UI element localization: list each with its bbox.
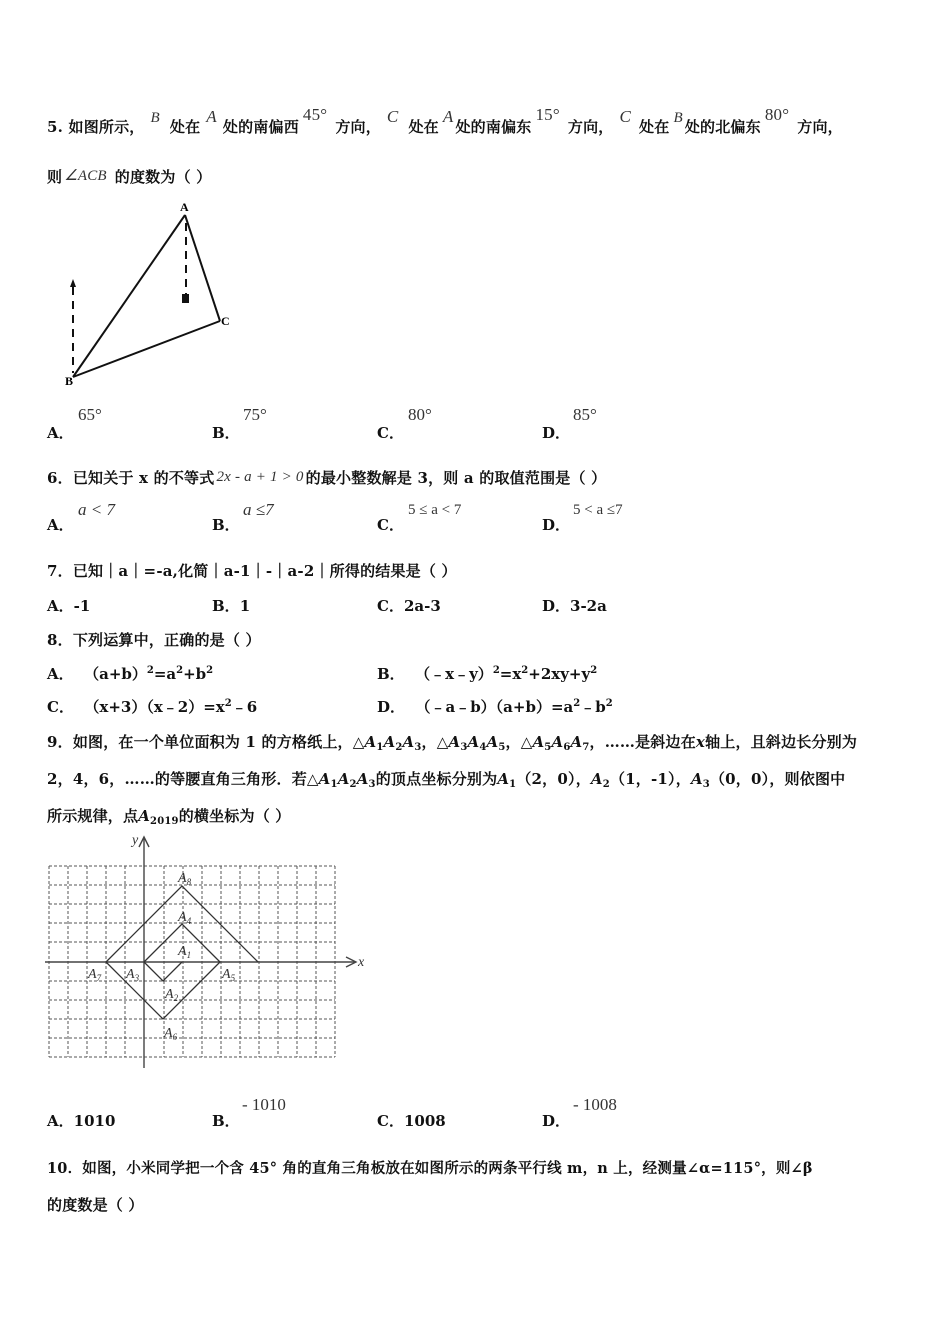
option-label: D． [542,424,571,442]
q8-stem: 8．下列运算中，正确的是（ ） [47,631,261,649]
option-value: 2a-3 [403,597,441,615]
q9-label-a7: $A_7$ [88,967,102,983]
option-label: D． [542,1112,571,1130]
q5-option-d[interactable] [542,422,570,443]
q7-option-b[interactable] [212,595,250,616]
q5-option-a-value: 65° [78,405,102,424]
option-label: A． [47,516,74,534]
q9-line2 [47,768,845,790]
q5-option-c-value: 80° [408,405,432,424]
q5-text: 处的南偏西 [222,118,299,136]
q9-text: 2，4，6，……的等腰直角三角形．若 [47,770,307,788]
q5-fig-label-a: A [180,200,189,214]
q9-text: 是斜边在 [635,733,696,751]
q5-var-A: A [442,107,454,126]
q5-text: 处的北偏东 [684,118,761,136]
q6-inequality: 2x - a + 1 > 0 [216,469,304,485]
q6-option-a[interactable] [47,514,74,535]
q5-line-bc [73,321,220,377]
q6-option-c-value: 5 ≤ a < 7 [408,502,462,518]
q5-var-C: C [619,107,632,126]
q5-number: 5. [47,118,64,136]
q9-label-a6: $A_6$ [164,1026,178,1042]
option-value: $(﹣a﹣b)(a+b)=a^2﹣b^2$ [415,698,613,716]
q9-option-d-value: - 1008 [573,1095,617,1114]
q9-triangle-a1a2a3 [144,962,182,981]
q5-angle-acb: ∠ACB [64,168,107,184]
option-value: 1010 [73,1112,116,1130]
q5-text: 处在 [169,118,201,136]
q5-var-C: C [386,107,399,126]
q5-line1 [47,105,843,137]
q5-text: 的度数为（ ） [114,168,212,186]
option-label: C． [47,698,74,716]
q6-option-d-value: 5 < a ≤7 [573,502,623,518]
q5-north-arrow-icon [70,279,76,287]
option-label: B． [212,597,240,615]
option-label: C． [377,424,404,442]
q9-text: 9．如图，在一个单位面积为 1 的方格纸上， [47,733,353,751]
q5-option-b-value: 75° [243,405,267,424]
q10-line2: 的度数是（ ） [47,1196,144,1214]
q9-point-a2019: $A_{2019}$ [138,807,179,827]
option-label: D． [377,698,406,716]
q9-x-var: x [695,733,706,751]
q9-option-d[interactable] [542,1110,570,1131]
q9-label-a8: $A_8$ [178,871,192,887]
option-value: 1008 [403,1112,446,1130]
q5-var-A: A [206,107,217,126]
q5-text: 方向， [567,118,614,136]
q5-option-c[interactable] [377,422,404,443]
option-label: C． [377,516,404,534]
q5-option-d-value: 85° [573,405,597,424]
option-label: A． [47,597,74,615]
q9-option-c[interactable] [377,1110,446,1131]
q9-label-a5: $A_5$ [222,967,236,983]
option-value: $(a+b)^2=a^2+b^2$ [84,665,214,683]
q8-option-d[interactable] [377,696,613,717]
option-label: A． [47,424,74,442]
q5-option-b[interactable] [212,422,240,443]
option-label: D． [542,597,571,615]
q6-text: 6．已知关于 x 的不等式 [47,469,215,487]
q9-text: 的横坐标为（ ） [178,807,291,825]
q6-option-c[interactable] [377,514,404,535]
q5-deg15: 15° [535,105,560,124]
q6-option-b[interactable] [212,514,240,535]
q6-stem [47,467,606,488]
option-label: C． [377,1112,404,1130]
q5-text: 如图所示， [68,118,145,136]
q5-line2 [47,166,211,187]
q9-label-a4: $A_4$ [178,910,192,926]
option-label: A． [47,665,74,683]
q6-option-a-value: a < 7 [78,500,115,519]
q6-option-d[interactable] [542,514,570,535]
q9-x-label: x [358,955,365,970]
option-text: （x+3）（x﹣2）=x [84,698,225,716]
q10-line1: 10．如图，小米同学把一个含 45° 角的直角三角板放在如图所示的两条平行线 m，n 上，经测量∠α=115°，则∠β [47,1160,813,1177]
option-label: C． [377,597,404,615]
q6-option-b-value: a ≤7 [243,500,274,519]
q7-option-c[interactable] [377,595,441,616]
q9-coords: $A_1(2$，0），$A_2(1$，-1），$A_3(0$，0） [497,770,770,790]
q9-text: 所示规律，点 [47,807,139,825]
q7-option-d[interactable] [542,595,607,616]
q9-line3 [47,805,291,827]
q7-option-a[interactable] [47,595,90,616]
q9-text: 的顶点坐标分别为 [375,770,498,788]
q5-deg45: 45° [302,105,328,124]
option-value: 3-2a [570,597,607,615]
q8-option-c[interactable] [47,696,257,717]
q8-option-b[interactable] [377,663,597,684]
q9-point-labels [87,871,236,1042]
q9-text: 轴上，且斜边长分别为 [705,733,858,751]
option-value: -1 [73,597,91,615]
q9-option-a[interactable] [47,1110,115,1131]
option-value: $(﹣x﹣y)^2=x^2+2xy+y^2$ [415,665,598,683]
q7-stem: 7．已知｜a｜=-a,化简｜a-1｜-｜a-2｜所得的结果是（ ） [47,562,457,580]
option-text: ﹣6 [231,698,258,716]
q9-text: ，则依图中 [769,770,846,788]
q6-text: 的最小整数解是 3，则 a 的取值范围是（ ） [305,469,607,487]
option-value: $(x+3)(x﹣2)=x^2﹣6$ [84,698,258,716]
q5-text: 方向， [797,118,843,136]
q9-label-a2: $A_2$ [165,987,179,1003]
q9-option-b-value: - 1010 [242,1095,286,1114]
q5-var-B: B [673,110,683,126]
q5-figure [55,195,245,390]
q9-figure [40,828,370,1073]
q5-text: 方向， [335,118,381,136]
q5-north-mark-a [182,294,189,303]
option-label: B． [212,1112,240,1130]
q9-option-b[interactable] [212,1110,240,1131]
q9-triangle-1: $\triangle A_1A_2A_3$ [306,770,376,790]
option-label: B． [212,424,240,442]
q5-option-a[interactable] [47,422,74,443]
q5-deg80: 80° [764,105,790,124]
q9-triangles: $\triangle A_1A_2A_3$，$\triangle A_3A_4A_5$，$\triangle A_5A_6A_7$，…… [352,733,636,753]
q5-fig-label-b: B [65,374,74,388]
option-label: B． [377,665,405,683]
q5-text: 处的南偏东 [455,118,532,136]
option-label: A． [47,1112,74,1130]
q9-line1 [47,731,857,753]
option-value: 1 [239,597,251,615]
option-label: D． [542,516,571,534]
q5-line-ab [73,215,185,377]
q5-var-B: B [150,110,160,126]
q9-label-a3: $A_3$ [126,967,140,983]
option-label: B． [212,516,240,534]
q9-y-label: y [132,833,139,848]
q8-option-a[interactable] [47,663,213,684]
q5-fig-label-c: C [221,314,230,328]
q5-text: 则 [47,168,63,186]
q5-text: 处在 [639,118,670,136]
q5-line-ac [185,215,220,321]
q5-text: 处在 [408,118,439,136]
q9-triangle-a5a6a7 [106,962,220,1019]
q9-label-a1: $A_1$ [178,944,192,960]
